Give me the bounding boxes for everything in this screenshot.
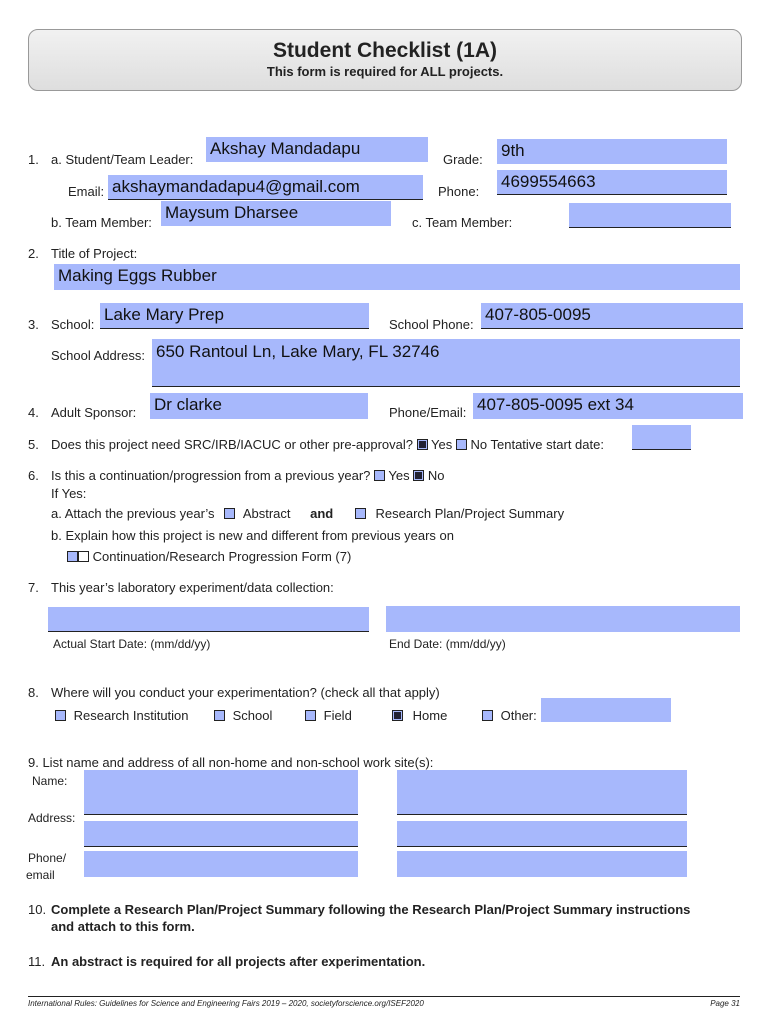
email-field[interactable]: akshaymandadapu4@gmail.com (108, 175, 423, 200)
abstract-checkbox[interactable] (224, 508, 235, 519)
q6a-row (51, 506, 564, 521)
q5-no-checkbox[interactable] (456, 439, 467, 450)
site-phone-label: Phone/ (28, 851, 67, 865)
and-label: and (310, 506, 334, 521)
school-checkbox[interactable] (214, 710, 225, 721)
page-footer (28, 996, 740, 1008)
school-field[interactable]: Lake Mary Prep (100, 303, 369, 329)
school-address-field[interactable]: 650 Rantoul Ln, Lake Mary, FL 32746 (152, 339, 740, 387)
phone-field[interactable]: 4699554663 (497, 170, 727, 195)
school-address-label: School Address: (51, 348, 145, 363)
school-label: School: (51, 317, 95, 332)
q10-text-2: and attach to this form. (51, 919, 195, 934)
q10-number: 10. (28, 902, 47, 917)
q11-text: An abstract is required for all projects after experimentation. (51, 954, 426, 969)
site2-phone-field[interactable] (397, 851, 687, 877)
site-address-label: Address: (28, 811, 76, 825)
q4-number: 4. (28, 405, 39, 420)
research-institution-checkbox[interactable] (55, 710, 66, 721)
member-c-field[interactable] (569, 203, 731, 228)
home-option-label: Home (412, 708, 448, 723)
contact-field[interactable]: 407-805-0095 ext 34 (473, 393, 743, 419)
member-b-field[interactable]: Maysum Dharsee (161, 201, 391, 226)
q5-question: Does this project need SRC/IRB/IACUC or other pre-approval? (51, 437, 413, 452)
q6-yes-checkbox[interactable] (374, 470, 385, 481)
end-date-label: End Date: (mm/dd/yy) (389, 637, 506, 651)
form-header (28, 29, 742, 91)
q6-no-checkbox[interactable] (413, 470, 424, 481)
page-number: Page 31 (710, 999, 740, 1008)
q5-yes-checkbox[interactable] (417, 439, 428, 450)
site1-phone-field[interactable] (84, 851, 358, 877)
grade-label: Grade: (443, 152, 483, 167)
form7-checkbox-2[interactable] (78, 551, 89, 562)
q6b-form-row (67, 549, 351, 564)
q6a-label: a. Attach the previous year’s (51, 506, 215, 521)
project-title-field[interactable]: Making Eggs Rubber (54, 264, 740, 290)
start-date-label: Actual Start Date: (mm/dd/yy) (53, 637, 211, 651)
tentative-date-field[interactable] (632, 425, 691, 450)
q7-number: 7. (28, 580, 39, 595)
tentative-label: Tentative start date: (490, 437, 604, 452)
abstract-label: Abstract (242, 506, 291, 521)
q5-no-label: No (470, 437, 488, 452)
leader-label: a. Student/Team Leader: (51, 152, 194, 167)
member-c-label: c. Team Member: (412, 215, 513, 230)
q6-question: Is this a continuation/progression from a previous year? (51, 468, 371, 483)
field-option-label: Field (323, 708, 352, 723)
q5-row (51, 437, 604, 452)
if-yes-label: If Yes: (51, 486, 87, 501)
form7-label: Continuation/Research Progression Form (7) (92, 549, 352, 564)
school-option-label: School (232, 708, 273, 723)
plan-checkbox[interactable] (355, 508, 366, 519)
q9-label: 9. List name and address of all non-home and non-school work site(s): (28, 755, 434, 770)
q6-row (51, 468, 445, 483)
sponsor-label: Adult Sponsor: (51, 405, 137, 420)
q8-number: 8. (28, 685, 39, 700)
q7-label: This year’s laboratory experiment/data collection: (51, 580, 334, 595)
form-subtitle: This form is required for ALL projects. (266, 64, 504, 79)
form7-checkbox[interactable] (67, 551, 78, 562)
form-title: Student Checklist (1A) (272, 39, 498, 62)
option-other (482, 708, 537, 723)
option-research-institution (55, 708, 189, 723)
member-b-label: b. Team Member: (51, 215, 152, 230)
start-date-field[interactable] (48, 607, 369, 632)
q5-yes-label: Yes (431, 437, 453, 452)
school-phone-label: School Phone: (389, 317, 474, 332)
research-institution-label: Research Institution (73, 708, 189, 723)
grade-field[interactable]: 9th (497, 139, 727, 164)
other-field[interactable] (541, 698, 671, 722)
field-checkbox[interactable] (305, 710, 316, 721)
end-date-field[interactable] (386, 606, 740, 632)
q10-text-1: Complete a Research Plan/Project Summary following the Research Plan/Project Summary instructions (51, 902, 691, 917)
q8-question: Where will you conduct your experimentation? (check all that apply) (51, 685, 440, 700)
site2-name-field[interactable] (397, 770, 687, 815)
q6-no-label: No (427, 468, 445, 483)
q11-number: 11. (28, 954, 46, 969)
email-label: Email: (68, 184, 105, 199)
phone-label: Phone: (438, 184, 480, 199)
other-option-label: Other: (500, 708, 537, 723)
contact-label: Phone/Email: (389, 405, 467, 420)
sponsor-field[interactable]: Dr clarke (150, 393, 368, 419)
site-name-label: Name: (32, 774, 68, 788)
plan-label: Research Plan/Project Summary (375, 506, 565, 521)
q6-yes-label: Yes (388, 468, 410, 483)
title-label: Title of Project: (51, 246, 138, 261)
option-home (392, 708, 447, 723)
site-email-label: email (26, 868, 55, 882)
site2-address-field[interactable] (397, 821, 687, 847)
q3-number: 3. (28, 317, 39, 332)
site1-address-field[interactable] (84, 821, 358, 847)
q6-number: 6. (28, 468, 39, 483)
leader-field[interactable]: Akshay Mandadapu (206, 137, 428, 162)
option-field (305, 708, 352, 723)
option-school (214, 708, 272, 723)
home-checkbox[interactable] (392, 710, 403, 721)
other-checkbox[interactable] (482, 710, 493, 721)
school-phone-field[interactable]: 407-805-0095 (481, 303, 743, 329)
q6b-label: b. Explain how this project is new and different from previous years on (51, 528, 454, 543)
q1-number: 1. (28, 152, 39, 167)
q2-number: 2. (28, 246, 39, 261)
footer-source: International Rules: Guidelines for Science and Engineering Fairs 2019 – 2020, societyforscience.org/ISEF2020 (28, 999, 424, 1008)
q5-number: 5. (28, 437, 39, 452)
site1-name-field[interactable] (84, 770, 358, 815)
